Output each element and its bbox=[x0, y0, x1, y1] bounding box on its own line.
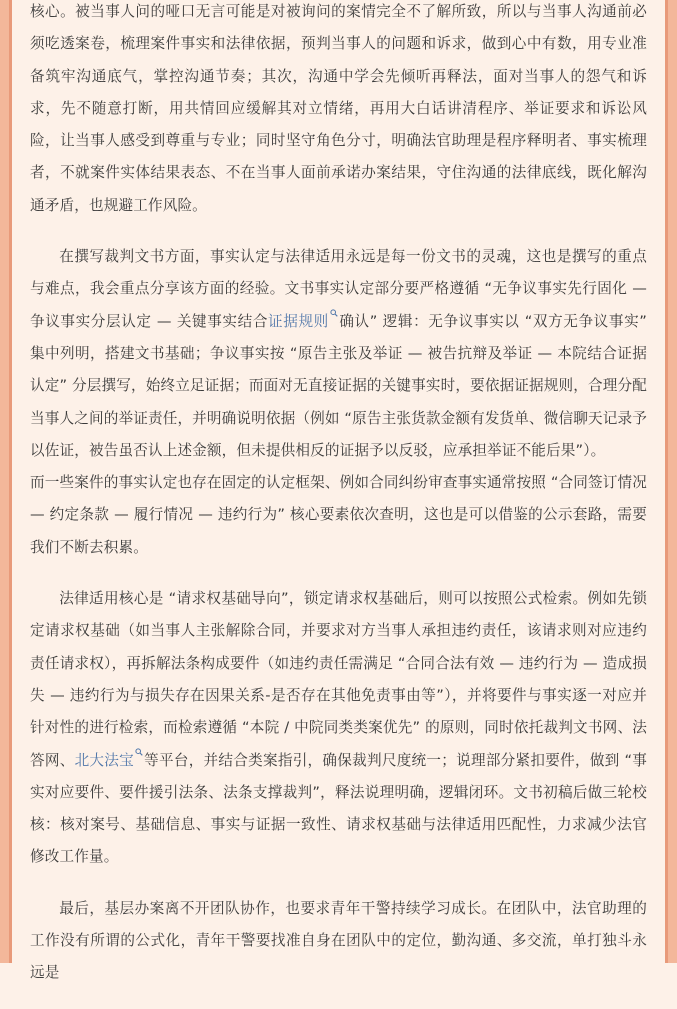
paragraph-teamwork: 最后，基层办案离不开团队协作，也要求青年干警持续学习成长。在团队中，法官助理的工作没有所谓的公式化，青年干警要找准自身在团队中的定位，勤沟通、多交流，单打独斗永远是 bbox=[30, 899, 647, 982]
paragraph-fact-finding: 在撰写裁判文书方面，事实认定与法律适用永远是每一份文书的灵魂，这也是撰写的重点与难点，我会重点分享该方面的经验。文书事实认定部分要严格遵循 “无争议事实先行固化 — 争议事实分层认定 — 关键事实结合证据规则 确认” 逻辑：无争议事实以 “双方无争议事实” 集中列明，搭建文书基础；争议事实按 “原告主张及举证 — 被告抗辩及举证 — 本院结合证据认定” 分层撰写，始终立足证据；而面对无直接证据的关键事实时，要依据证据规则，合理分配当事人之间的举证责任，并明确说明依据（例如 “原告主张货款金额有发货单、微信聊天记录予以佐证，被告虽否认上述金额，但未提供相反的证据予以反驳，应承担举证不能后果”）。 而一些案件的事实认定也存在固定的认定框架、例如合同纠纷审查事实通常按照 “合同签订情况 — 约定条款 — 履行情况 — 违约行为” 核心要素依次查明，这也是可以借鉴的公示套路，需要我们不断去积累。 bbox=[30, 248, 647, 556]
paragraph-communication: 核心。被当事人问的哑口无言可能是对被询问的案情完全不了解所致，所以与当事人沟通前必须吃透案卷，梳理案件事实和法律依据，预判当事人的问题和诉求，做到心中有数，用专业准备筑牢沟通底气，掌控沟通节奏；其次，沟通中学会先倾听再释法，面对当事人的怨气和诉求，先不随意打断，用共情回应缓解其对立情绪，再用大白话讲清程序、举证要求和诉讼风险，让当事人感受到尊重与专业；同时坚守角色分寸，明确法官助理是程序释明者、事实梳理者，不就案件实体结果表态、不在当事人面前承诺办案结果，守住沟通的法律底线，既化解沟通矛盾，也规避工作风险。 bbox=[30, 3, 647, 214]
pkulaw-link[interactable]: 北大法宝 bbox=[74, 751, 135, 769]
right-decorative-border bbox=[665, 0, 677, 963]
search-icon[interactable] bbox=[135, 748, 143, 756]
article-body bbox=[30, 0, 647, 1009]
search-icon[interactable] bbox=[330, 309, 338, 317]
left-decorative-border bbox=[0, 0, 12, 963]
evidence-rules-link[interactable]: 证据规则 bbox=[268, 312, 329, 330]
paragraph-law-application: 法律适用核心是 “请求权基础导向”，锁定请求权基础后，则可以按照公式检索。例如先锁定请求权基础（如当事人主张解除合同，并要求对方当事人承担违约责任，该请求则对应违约责任请求权），再拆解法条构成要件（如违约责任需满足 “合同合法有效 — 违约行为 — 造成损失 — 违约行为与损失存在因果关系-是否存在其他免责事由等”），并将要件与事实逐一对应并针对性的进行检索，而检索遵循 “本院 / 中院同类类案优先” 的原则，同时依托裁判文书网、法答网、北大法宝 等平台，并结合类案指引，确保裁判尺度统一；说理部分紧扣要件，做到 “事实对应要件、要件援引法条、法条支撑裁判”，释法说理明确，逻辑闭环。文书初稿后做三轮校核：核对案号、基础信息、事实与证据一致性、请求权基础与法律适用匹配性，力求减少法官修改工作量。 bbox=[30, 590, 648, 866]
